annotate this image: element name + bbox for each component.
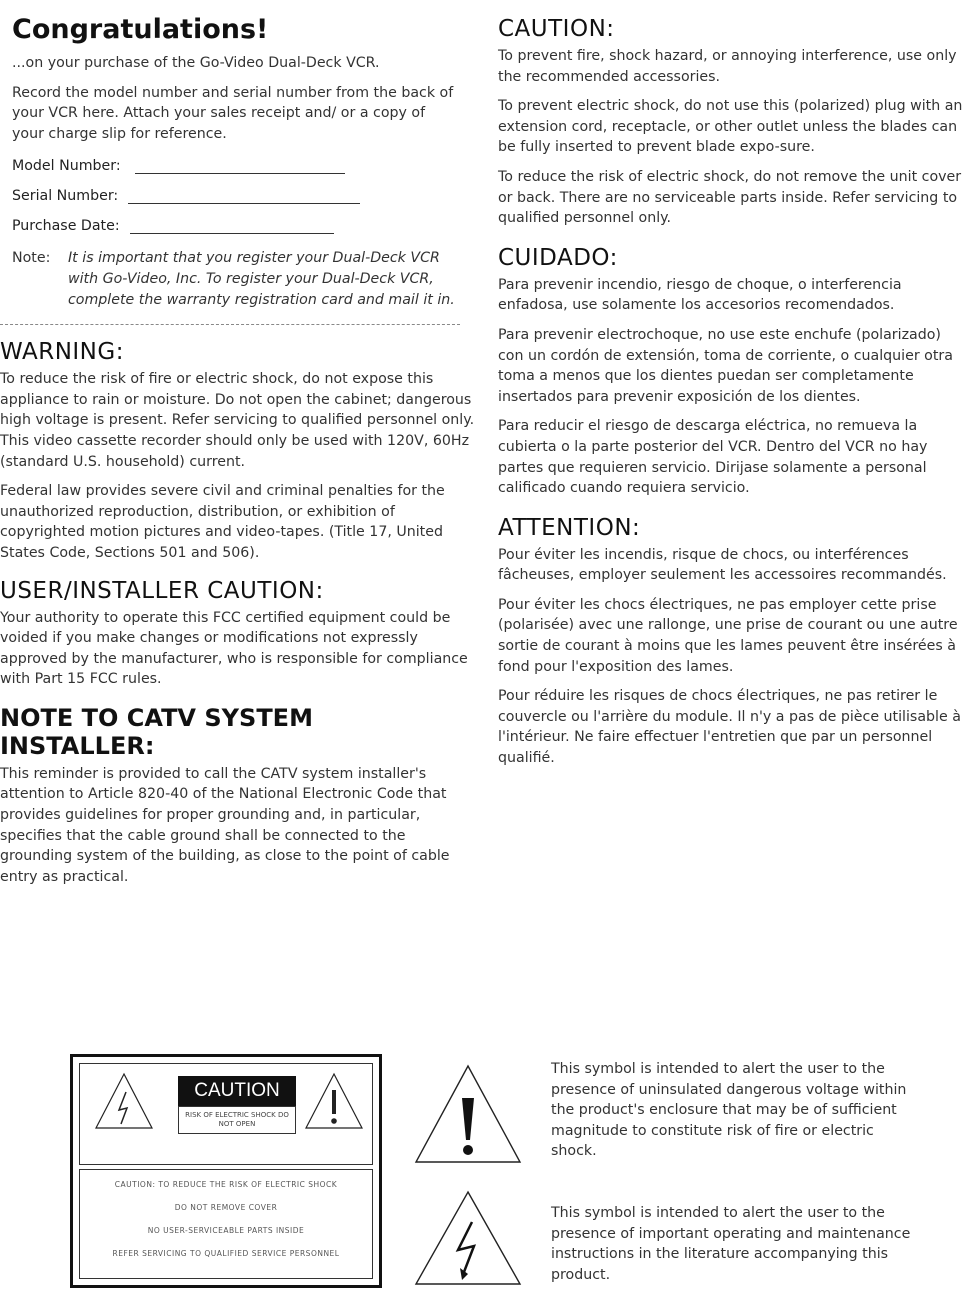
caution-paragraph-3: To reduce the risk of electric shock, do not remove the unit cover or back. There are no serviceable parts inside. Refer servicing to qualified personnel only. xyxy=(498,168,962,227)
caution-badge-title: CAUTION xyxy=(178,1076,296,1106)
warning-paragraph-1: To reduce the risk of fire or electric shock, do not expose this appliance to rain or moisture. Do not open the cabinet; dangerous high voltage is present. Refer servicing to qualified personnel only. This video cassette recorder should only be used with 120V, 60Hz (standard U.S. household) current. xyxy=(0,371,475,470)
congratulations-heading: Congratulations! xyxy=(12,14,269,45)
serial-number-label: Serial Number: xyxy=(12,188,119,205)
attention-heading: ATTENTION: xyxy=(498,514,641,541)
serial-number-line[interactable] xyxy=(128,189,360,204)
serial-number-field[interactable] xyxy=(12,183,475,204)
cuidado-heading: CUIDADO: xyxy=(498,244,618,271)
purchase-date-line[interactable] xyxy=(130,219,334,234)
exclamation-triangle-icon xyxy=(304,1072,364,1130)
model-number-field[interactable] xyxy=(12,153,475,174)
user-installer-paragraph: Your authority to operate this FCC certified equipment could be voided if you make changes or modifications not expressly approved by the manufacturer, who is responsible for compliance with Part 15 FCC rules. xyxy=(0,609,468,688)
lightning-symbol-icon xyxy=(412,1188,524,1288)
caution-heading: CAUTION: xyxy=(498,16,615,42)
catv-paragraph: This reminder is provided to call the CATV system installer's attention to Article 820-40 of the National Electronic Code that provides guidelines for proper grounding and, in particular, specifies that the cable ground shall be connected to the grounding system of the building, as close to the point of cable entry as practical. xyxy=(0,765,450,885)
attention-paragraph-3: Pour réduire les risques de chocs électriques, ne pas retirer le couvercle ou l'arrière du module. Il n'y a pas de pièce utilisable à l'intérieur. Ne faire effectuer l'entretien que par un personnel qualifié. xyxy=(498,688,961,767)
caution-label-top xyxy=(79,1063,373,1165)
cuidado-paragraph-2: Para prevenir electrochoque, no use este enchufe (polarizado) con un cordón de extensión, toma de corriente, o cualquier otra toma a menos que los dientes puedan ser completamente insertados para prevenir exposición de los dientes. xyxy=(498,326,953,405)
congrats-intro: ...on your purchase of the Go-Video Dual-Deck VCR. xyxy=(12,55,380,71)
warning-heading: WARNING: xyxy=(0,339,124,366)
attention-paragraph-2: Pour éviter les chocs électriques, ne pas employer cette prise (polarisée) avec une rallonge, une prise de courant ou une autre sortie de courant à moins que les lames peuvent être insérées à fond pour l'exposition des lames. xyxy=(498,596,958,675)
cuidado-paragraph-1: Para prevenir incendio, riesgo de choque, o interferencia enfadosa, use solamente los accesorios recomendados. xyxy=(498,276,902,314)
user-installer-heading: USER/INSTALLER CAUTION: xyxy=(0,577,324,604)
left-column xyxy=(0,0,475,896)
attention-paragraph-1: Pour éviter les incendis, risque de chocs, ou interférences fâcheuses, employer seulement les accessoires recommandés. xyxy=(498,546,947,584)
registration-note xyxy=(12,248,475,310)
exclamation-symbol-text: This symbol is intended to alert the user to the presence of uninsulated dangerous voltage within the product's enclosure that may be of sufficient magnitude to constitute risk of fire or electric shock. xyxy=(551,1061,907,1160)
section-divider xyxy=(0,324,460,325)
record-instructions: Record the model number and serial number from the back of your VCR here. Attach your sales receipt and/ or a copy of your charge slip for reference. xyxy=(12,84,454,142)
purchase-date-field[interactable] xyxy=(12,213,475,234)
note-text: It is important that you register your Dual-Deck VCR with Go-Video, Inc. To register your Dual-Deck VCR, complete the warranty registration card and mail it in. xyxy=(68,250,455,308)
caution-badge xyxy=(178,1076,296,1134)
label-line-1: CAUTION: TO REDUCE THE RISK OF ELECTRIC SHOCK xyxy=(114,1180,338,1189)
lightning-triangle-icon xyxy=(94,1072,154,1130)
right-column xyxy=(498,0,970,778)
label-line-3: NO USER-SERVICEABLE PARTS INSIDE xyxy=(147,1226,305,1235)
catv-heading: NOTE TO CATV SYSTEM INSTALLER: xyxy=(0,703,313,760)
caution-paragraph-2: To prevent electric shock, do not use this (polarized) plug with an extension cord, receptacle, or other outlet unless the blades can be fully inserted to prevent blade expo-sure. xyxy=(498,98,963,156)
exclamation-symbol-icon xyxy=(412,1062,524,1166)
note-label: Note: xyxy=(12,250,51,267)
caution-paragraph-1: To prevent fire, shock hazard, or annoying interference, use only the recommended accessories. xyxy=(498,48,957,85)
caution-badge-subtext: RISK OF ELECTRIC SHOCK DO NOT OPEN xyxy=(178,1106,296,1134)
purchase-date-label: Purchase Date: xyxy=(12,218,120,235)
caution-label-box xyxy=(70,1054,382,1288)
caution-label-bottom xyxy=(79,1169,373,1279)
model-number-label: Model Number: xyxy=(12,158,121,175)
label-line-4: REFER SERVICING TO QUALIFIED SERVICE PERSONNEL xyxy=(112,1249,340,1258)
warning-paragraph-2: Federal law provides severe civil and criminal penalties for the unauthorized reproduction, distribution, or exhibition of copyrighted motion pictures and video-tapes. (Title 17, United States Code, Sections 501 and 506). xyxy=(0,483,445,561)
model-number-line[interactable] xyxy=(135,159,345,174)
label-line-2: DO NOT REMOVE COVER xyxy=(174,1203,278,1212)
cuidado-paragraph-3: Para reducir el riesgo de descarga eléctrica, no remueva la cubierta o la parte posterior del VCR. Dentro del VCR no hay partes que requieren servicio. Dirĳase solamente a personal calificado cuando requiera servicio. xyxy=(498,418,928,497)
lightning-symbol-text: This symbol is intended to alert the user to the presence of important operating and maintenance instructions in the literature accompanying this product. xyxy=(551,1205,911,1283)
